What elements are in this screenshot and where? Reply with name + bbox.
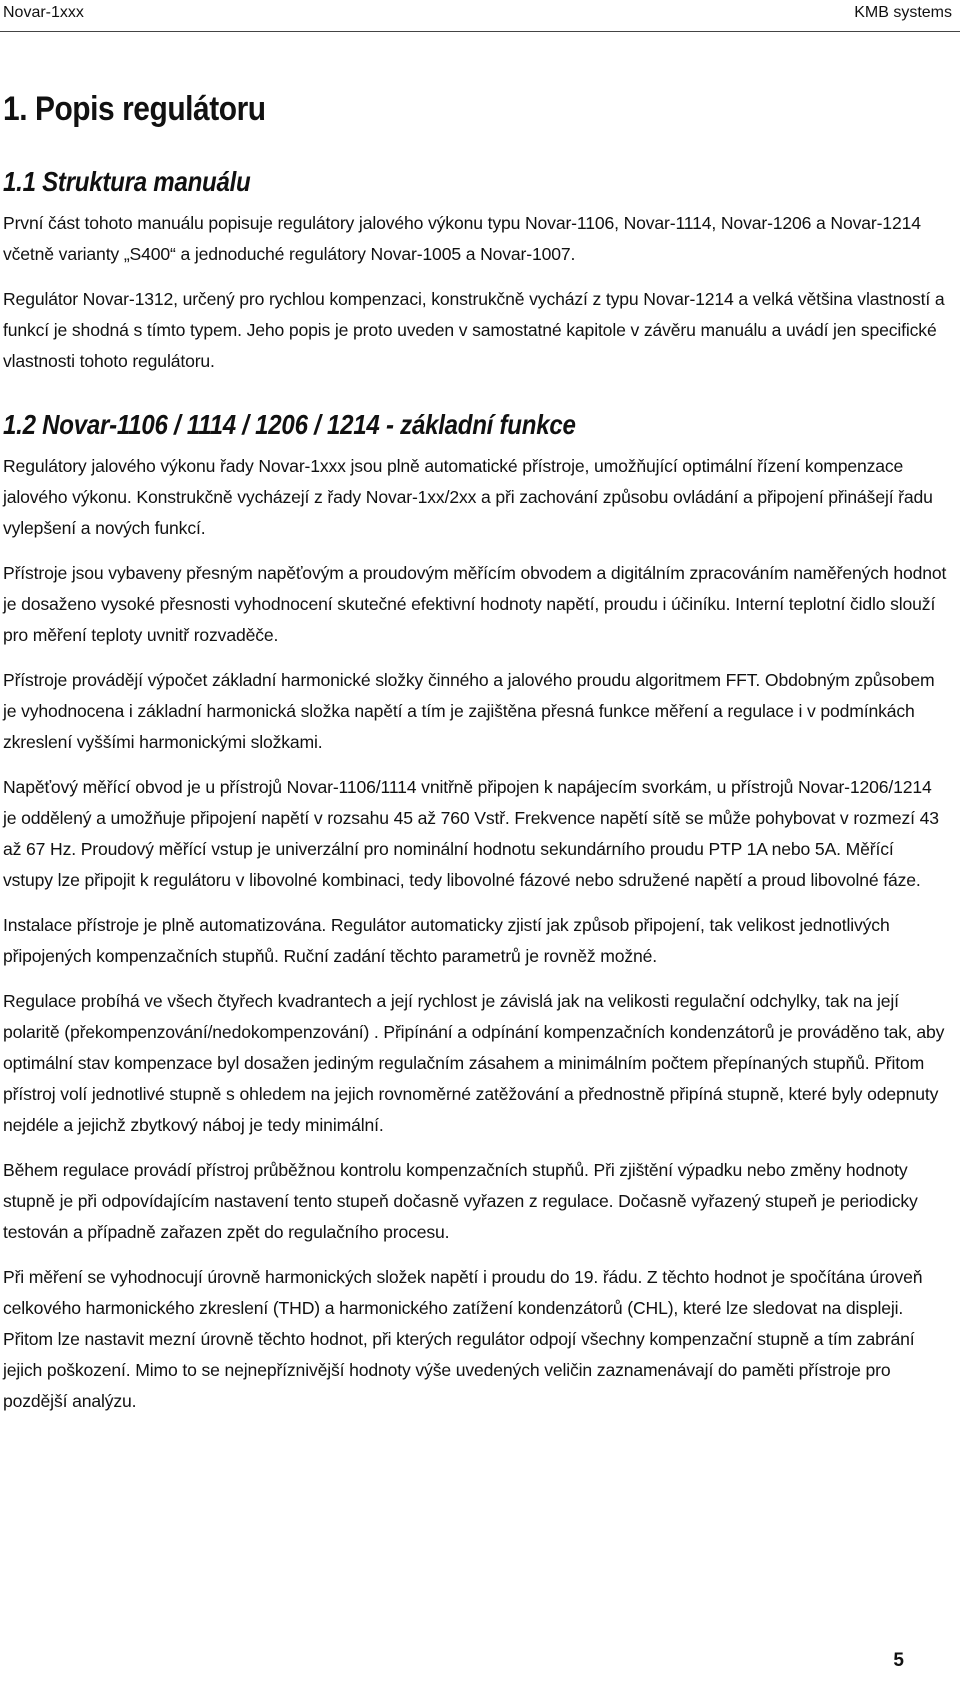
paragraph: Regulace probíhá ve všech čtyřech kvadrantech a její rychlost je závislá jak na velikosti regulační odchylky, tak na její polaritě (překompenzování/nedokompenzování) . Připínání a odpínání kompenzačních kondenzátorů je prováděno tak, aby optimální stav kompenzace byl dosažen jediným regulačním zásahem a minimálním počtem přepínaných stupňů. Přitom přístroj volí jednotlivé stupně s ohledem na jejich rovnoměrné zatěžování a přednostně připíná stupně, které byly odepnuty nejdéle a jejichž zbytkový náboj je tedy minimální. (3, 991, 945, 1135)
page-number: 5 (893, 1650, 904, 1671)
section-manual-structure (3, 164, 947, 377)
section-basic-functions (3, 407, 947, 1417)
section-heading: 1.1 Struktura manuálu (3, 166, 251, 197)
paragraph: Přístroje provádějí výpočet základní harmonické složky činného a jalového proudu algoritmem FFT. Obdobným způsobem je vyhodnocena i základní harmonická složka napětí a tím je zajištěna přesná funkce měření a regulace i v podmínkách zkreslení vyššími harmonickými složkami. (3, 670, 935, 752)
header-product-name: Novar-1xxx (3, 4, 84, 21)
paragraph: Během regulace provádí přístroj průběžnou kontrolu kompenzačních stupňů. Při zjištění výpadku nebo změny hodnoty stupně je při odpovídajícím nastavení tento stupeň dočasně vyřazen z regulace. Dočasně vyřazený stupeň je periodicky testován a případně zařazen zpět do regulačního procesu. (3, 1160, 918, 1242)
page-header (3, 4, 952, 26)
paragraph: Přístroje jsou vybaveny přesným napěťovým a proudovým měřícím obvodem a digitálním zpracováním naměřených hodnot je dosaženo vysoké přesnosti vyhodnocení skutečné efektivní hodnoty napětí, proudu i účiníku. Interní teplotní čidlo slouží pro měření teploty uvnitř rozvaděče. (3, 563, 947, 645)
section-heading: 1.2 Novar-1106 / 1114 / 1206 / 1214 - základní funkce (3, 409, 576, 440)
paragraph: Při měření se vyhodnocují úrovně harmonických složek napětí i proudu do 19. řádu. Z těchto hodnot je spočítána úroveň celkového harmonického zkreslení (THD) a harmonického zatížení kondenzátorů (CHL), které lze sledovat na displeji. Přitom lze nastavit mezní úrovně těchto hodnot, při kterých regulátor odpojí všechny kompenzační stupně a tím zabrání jejich poškození. Mimo to se nejnepříznivější hodnoty výše uvedených veličin zaznamenávají do paměti přístroje pro pozdější analýzu. (3, 1267, 923, 1411)
chapter-title: 1. Popis regulátoru (3, 90, 266, 128)
paragraph: První část tohoto manuálu popisuje regulátory jalového výkonu typu Novar-1106, Novar-1114, Novar-1206 a Novar-1214 včetně varianty „S400“ a jednoduché regulátory Novar-1005 a Novar-1007. (3, 213, 921, 264)
paragraph: Regulátor Novar-1312, určený pro rychlou kompenzaci, konstrukčně vychází z typu Novar-1214 a velká většina vlastností a funkcí je shodná s tímto typem. Jeho popis je proto uveden v samostatné kapitole v závěru manuálu a uvádí jen specifické vlastnosti tohoto regulátoru. (3, 289, 945, 371)
paragraph: Regulátory jalového výkonu řady Novar-1xxx jsou plně automatické přístroje, umožňující optimální řízení kompenzace jalového výkonu. Konstrukčně vycházejí z řady Novar-1xx/2xx a při zachování způsobu ovládání a připojení přinášejí řadu vylepšení a nových funkcí. (3, 456, 933, 538)
header-company-name: KMB systems (854, 4, 952, 21)
paragraph: Instalace přístroje je plně automatizována. Regulátor automaticky zjistí jak způsob připojení, tak velikost jednotlivých připojených kompenzačních stupňů. Ruční zadání těchto parametrů je rovněž možné. (3, 915, 890, 966)
document-body (3, 84, 947, 1447)
header-divider (0, 31, 960, 32)
paragraph: Napěťový měřící obvod je u přístrojů Novar-1106/1114 vnitřně připojen k napájecím svorkám, u přístrojů Novar-1206/1214 je oddělený a umožňuje připojení napětí v rozsahu 45 až 760 Vstř. Frekvence napětí sítě se může pohybovat v rozmezí 43 až 67 Hz. Proudový měřící vstup je univerzální pro nominální hodnotu sekundárního proudu PTP 1A nebo 5A. Měřící vstupy lze připojit k regulátoru v libovolné kombinaci, tedy libovolné fázové nebo sdružené napětí a proud libovolné fáze. (3, 777, 939, 890)
